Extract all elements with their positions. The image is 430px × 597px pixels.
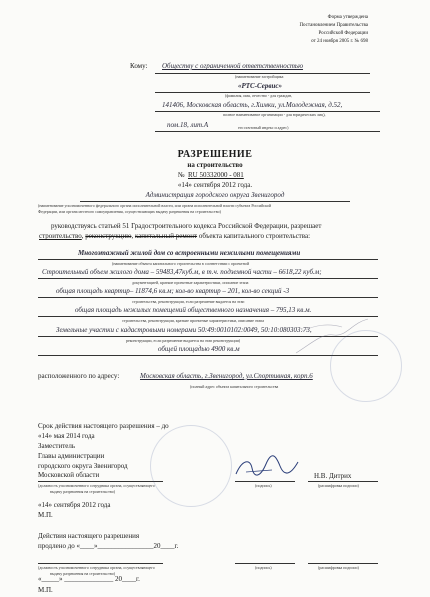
extension-signature-underline — [235, 563, 295, 564]
signatory-line-3: городского округа Звенигород — [38, 462, 128, 470]
premises-underline — [155, 131, 380, 132]
form-note-3: Российской Федерации — [318, 31, 368, 36]
number-prefix: № — [178, 171, 185, 179]
location-caption: (полный адрес объекта капитального строительства — [190, 384, 279, 389]
document-title: РАЗРЕШЕНИЕ — [177, 149, 253, 160]
authority-underline — [80, 201, 350, 202]
seal-stamp — [150, 425, 232, 507]
signatory-position-underline — [38, 481, 163, 482]
form-note-2: Постановлением Правительства — [299, 23, 368, 28]
to-label: Кому: — [130, 62, 148, 70]
scribble-mark — [292, 313, 372, 363]
signatory-caption-decode: (расшифровка подписи) — [318, 483, 359, 488]
validity-line-1: Срок действия настоящего разрешения – до — [38, 422, 169, 430]
signatory-date: «14» сентября 2012 года — [38, 501, 111, 509]
form-note-1: Форма утверждена — [327, 15, 368, 20]
extension-position-underline — [38, 563, 163, 564]
extension-date: «_____» ______________ 20____г. — [38, 575, 140, 583]
location-label: расположенного по адресу: — [38, 372, 120, 380]
extension-caption-left-1: (должность уполномоченного сотрудника органа, осуществляющего — [38, 565, 155, 570]
land-caption: реконструкции, если разрешение выдается на этап реконструкции) — [126, 338, 241, 343]
extension-caption-sign: (подпись) — [255, 565, 272, 570]
object-underline — [38, 259, 378, 260]
validity-line-2: «14» мая 2014 года — [38, 432, 95, 440]
nonres-caption: строительства, реконструкции, краткие проектные характеристики, описание этапа — [122, 318, 265, 323]
extension-name-underline — [308, 563, 378, 564]
premises-caption: его почтовый индекс и адрес) — [238, 125, 289, 130]
permission-object: объекта капитального строительства: — [198, 232, 311, 240]
signatory-seal-mark: М.П. — [38, 511, 53, 519]
permission-reconstruction: реконструкцию — [85, 232, 132, 240]
signatory-caption-left-1: (должность уполномоченного сотрудника органа, осуществляющего — [38, 483, 155, 488]
volume-caption: документацией, краткие проектные характеристики, описание этапа — [132, 280, 249, 285]
authority-caption-2: Федерации, или органа местного самоуправления, осуществляющих выдачу разрешения на строительство) — [38, 209, 221, 214]
form-note-4: от 24 ноября 2005 г. № 698 — [311, 39, 368, 44]
signatory-caption-sign: (подпись) — [255, 483, 272, 488]
signatory-line-2: Главы администрации — [38, 452, 105, 460]
signatory-caption-left-2: выдачу разрешения на строительство) — [50, 489, 116, 494]
issuing-authority: Администрация городского округа Звенигород — [145, 191, 285, 199]
permit-number: RU 50332000 - 081 — [188, 171, 244, 179]
company-caption: (фамилия, имя, отчество - для граждан, — [225, 93, 293, 98]
extension-seal-mark: М.П. — [38, 586, 53, 594]
signatory-line-1: Заместитель — [38, 442, 76, 450]
company-name: «РТС-Сервис» — [238, 82, 283, 90]
permission-type: строительство, реконструкцию, капитальный ремонт объекта капитального строительства: — [39, 232, 311, 240]
area-underline — [38, 297, 378, 298]
to-value: Обществу с ограниченной ответственностью — [162, 62, 304, 70]
object-area: общая площадь квартир– 11874,6 кв.м; кол-во квартир – 201, кол-во секций -3 — [56, 287, 290, 295]
permission-build: строительство — [39, 232, 82, 240]
company-address: 141406, Московская область, г.Химки, ул.Молодежная, д.52, — [162, 101, 343, 109]
volume-underline — [38, 278, 378, 279]
document-subtitle: на строительство — [187, 161, 243, 169]
extension-line-2: продлено до «____»________________20____г. — [38, 542, 179, 550]
extension-caption-left-2: выдачу разрешения на строительство) — [50, 571, 116, 576]
extension-line-1: Действия настоящего разрешения — [38, 532, 140, 540]
permission-line: руководствуясь статьей 51 Градостроительного кодекса Российской Федерации, разрешает — [51, 222, 322, 230]
permit-date: «14» сентября 2012 года. — [177, 181, 253, 189]
signatory-line-4: Московской области — [38, 471, 100, 479]
object-nonresidential: общая площадь нежилых помещений общественного назначения – 795,13 кв.м. — [75, 306, 312, 314]
premises: пом.18, лит.А — [167, 121, 209, 129]
object-name: Многоэтажный жилой дом со встроенными нежилыми помещениями — [78, 249, 301, 257]
permission-repair: капитальный ремонт — [134, 232, 198, 240]
object-caption: (наименование объекта капитального строительства в соответствии с проектной — [112, 261, 250, 266]
signatory-name-underline — [308, 481, 378, 482]
authority-caption-1: (наименование уполномоченного федерального органа исполнительной власти, или органа исполнительной власти субъекта Российской — [38, 203, 272, 208]
object-volume: Строительный объем жилого дома – 59483,47куб.м, в т.ч. подземной части – 6618,22 куб.м; — [42, 268, 322, 276]
extension-caption-decode: (расшифровка подписи) — [318, 565, 359, 570]
location-value: Московская область, г.Звенигород, ул.Спортивная, корп.6 — [140, 372, 313, 380]
object-land-total: общей площадью 4900 кв.м — [158, 345, 240, 353]
signatory-name: Н.В. Дитрих — [314, 472, 352, 480]
object-land: Земельные участки с кадастровыми номерами 50:49:0010102:0049, 50:10:080303:73, — [56, 326, 312, 334]
signature-mark — [232, 452, 302, 482]
to-caption: (наименование застройщика — [235, 74, 284, 79]
address-caption: полное наименование организации - для юридических лиц), — [223, 112, 326, 117]
area-caption: строительства, реконструкции, если разрешение выдается на этап — [132, 299, 245, 304]
